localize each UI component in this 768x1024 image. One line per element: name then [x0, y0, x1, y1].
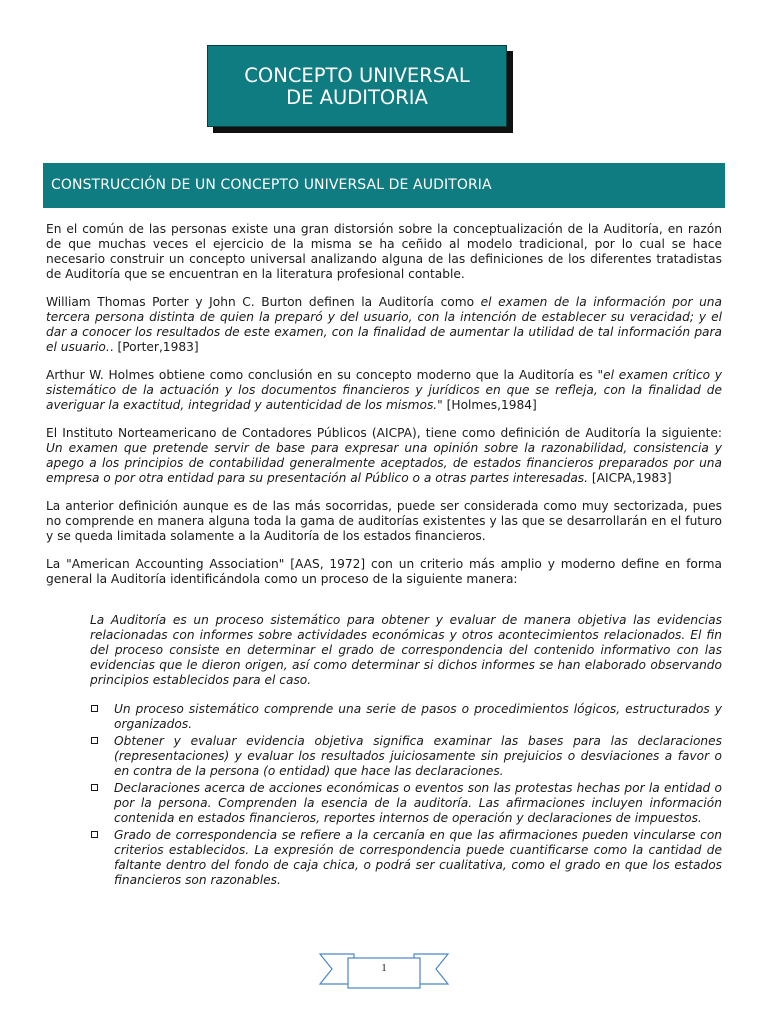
- paragraph-porter: [46, 295, 722, 355]
- paragraph-intro: En el común de las personas existe una gran distorsión sobre la conceptualización de la Auditoría, en razón de que muchas veces el ejercicio de la misma se ha ceñido al modelo tradicional, por lo cual se hace necesario construir un concepto universal analizando alguna de las definiciones de los diferentes tratadistas de Auditoría que se encuentran en la literatura profesional contable.: [46, 222, 722, 281]
- list-item-text: Obtener y evaluar evidencia objetiva significa examinar las bases para las declaraciones (representaciones) y evaluar los resultados juiciosamente sin prejuicios o desviaciones a favor o en contra de la persona (o entidad) que hace las declaraciones.: [114, 734, 722, 778]
- porter-text: William Thomas Porter y John C. Burton definen la Auditoría como: [46, 295, 481, 309]
- holmes-definition: el examen crítico y sistemático de la actuación y los documentos financieros y jurídicos en que se refleja, con la finalidad de averiguar la exactitud, integridad y autenticidad de los mismos.: [46, 368, 723, 412]
- list-item: [90, 734, 722, 779]
- aicpa-definition: Un examen que pretende servir de base para expresar una opinión sobre la razonabilidad, consistencia y apego a los principios de contabilidad generalmente aceptados, de estados financieros preparados por una empresa o por otra entidad para su presentación al Público o a otras partes interesadas.: [46, 441, 722, 485]
- title-line-2: DE AUDITORIA: [286, 86, 428, 109]
- square-bullet-icon: [91, 784, 98, 791]
- aicpa-citation: [AICPA,1983]: [588, 471, 672, 485]
- list-item: [90, 828, 722, 888]
- holmes-text: Arthur W. Holmes obtiene como conclusión en su concepto moderno que la Auditoría es ": [46, 368, 604, 382]
- paragraph-holmes: [46, 368, 722, 413]
- list-item: [90, 702, 722, 732]
- page-number: 1: [381, 962, 387, 974]
- list-item-text: Grado de correspondencia se refiere a la cercanía en que las afirmaciones pueden vincularse con criterios establecidos. La expresión de correspondencia puede cuantificarse como la cantidad de faltante dentro del fondo de caja chica, o podrá ser cualitativa, como el grado en que los estados financieros son razonables.: [114, 828, 722, 887]
- aaa-definition-quote: [90, 613, 722, 688]
- paragraph-critique: La anterior definición aunque es de las más socorridas, puede ser considerada como muy sectorizada, pues no comprende en manera alguna toda la gama de auditorías existentes y las que se desarrollarán en el futuro y se queda limitada solamente a la Auditoría de los estados financieros.: [46, 499, 722, 543]
- square-bullet-icon: [91, 737, 98, 744]
- porter-citation: . [Porter,1983]: [109, 340, 199, 354]
- paragraph-aaa: La "American Accounting Association" [AAS, 1972] con un criterio más amplio y moderno define en forma general la Auditoría identificándola como un proceso de la siguiente manera:: [46, 557, 722, 586]
- aicpa-text: El Instituto Norteamericano de Contadores Públicos (AICPA), tiene como definición de Auditoría la siguiente:: [46, 426, 722, 440]
- paragraph-aicpa: [46, 426, 722, 486]
- porter-definition: el examen de la información por una tercera persona distinta de quien la preparó y del usuario, con la intención de establecer su veracidad; y el dar a conocer los resultados de este examen, con la finalidad de aumentar la utilidad de tal información para el usuario.: [46, 295, 722, 354]
- square-bullet-icon: [91, 831, 98, 838]
- title-line-1: CONCEPTO UNIVERSAL: [244, 64, 470, 87]
- quote-text: La Auditoría es un proceso sistemático para obtener y evaluar de manera objetiva las evidencias relacionadas con informes sobre actividades económicas y otros acontecimientos relacionados. El fin del proceso consiste en determinar el grado de correspondencia del contenido informativo con las evidencias que le dieron origen, así como determinar si dichos informes se han elaborado observando principios establecidos para el caso.: [90, 613, 722, 687]
- list-item-text: Declaraciones acerca de acciones económicas o eventos son las protestas hechas por la entidad o por la persona. Comprenden la esencia de la auditoría. Las afirmaciones incluyen información contenida en estados financieros, reportes internos de operación y declaraciones de impuestos.: [114, 781, 722, 825]
- list-item: [90, 781, 722, 826]
- list-item-text: Un proceso sistemático comprende una serie de pasos o procedimientos lógicos, estructurados y organizados.: [114, 702, 722, 731]
- title-box: [207, 45, 507, 127]
- section-heading: CONSTRUCCIÓN DE UN CONCEPTO UNIVERSAL DE AUDITORIA: [43, 163, 725, 208]
- square-bullet-icon: [91, 705, 98, 712]
- holmes-citation: " [Holmes,1984]: [437, 398, 537, 412]
- bullet-list: [90, 702, 722, 888]
- document-body: [46, 222, 722, 890]
